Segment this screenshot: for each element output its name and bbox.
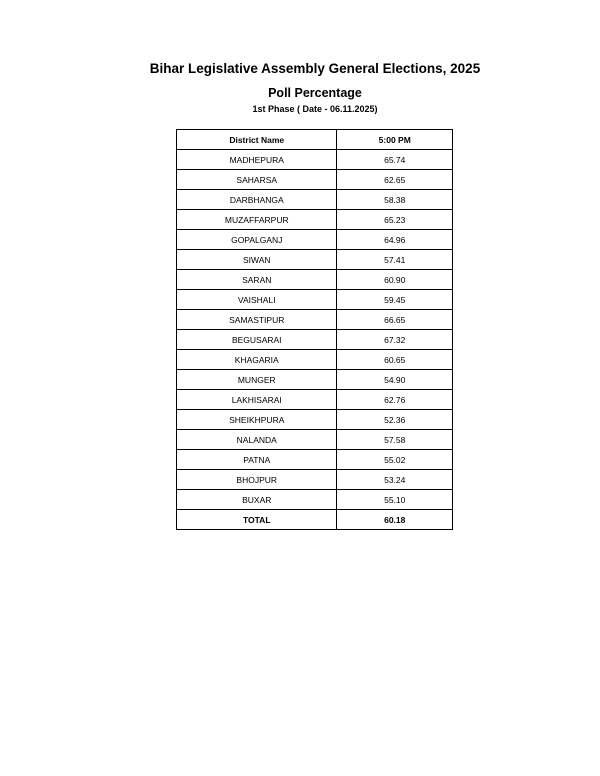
percentage-cell: 65.74 xyxy=(337,150,453,170)
district-cell: SHEIKHPURA xyxy=(177,410,337,430)
district-cell: SAMASTIPUR xyxy=(177,310,337,330)
district-cell: BEGUSARAI xyxy=(177,330,337,350)
table-row xyxy=(177,490,453,510)
district-cell: SARAN xyxy=(177,270,337,290)
district-cell: VAISHALI xyxy=(177,290,337,310)
table-row xyxy=(177,290,453,310)
percentage-cell: 67.32 xyxy=(337,330,453,350)
table-row xyxy=(177,250,453,270)
district-cell: SIWAN xyxy=(177,250,337,270)
district-cell: MADHEPURA xyxy=(177,150,337,170)
total-row xyxy=(177,510,453,530)
table-row xyxy=(177,230,453,250)
document-title: Bihar Legislative Assembly General Elections, 2025 xyxy=(149,61,481,76)
percentage-cell: 53.24 xyxy=(337,470,453,490)
table-row xyxy=(177,190,453,210)
table-row xyxy=(177,170,453,190)
percentage-cell: 62.76 xyxy=(337,390,453,410)
table-row xyxy=(177,270,453,290)
district-cell: DARBHANGA xyxy=(177,190,337,210)
table-row xyxy=(177,150,453,170)
total-value: 60.18 xyxy=(337,510,453,530)
percentage-cell: 64.96 xyxy=(337,230,453,250)
district-cell: SAHARSA xyxy=(177,170,337,190)
table-header-row xyxy=(177,130,453,150)
percentage-cell: 55.02 xyxy=(337,450,453,470)
table-row xyxy=(177,450,453,470)
percentage-cell: 62.65 xyxy=(337,170,453,190)
district-cell: PATNA xyxy=(177,450,337,470)
percentage-cell: 65.23 xyxy=(337,210,453,230)
district-cell: MUNGER xyxy=(177,370,337,390)
percentage-cell: 66.65 xyxy=(337,310,453,330)
poll-percentage-table xyxy=(176,129,453,530)
district-cell: NALANDA xyxy=(177,430,337,450)
percentage-cell: 52.36 xyxy=(337,410,453,430)
district-name-header: District Name xyxy=(177,130,337,150)
table-row xyxy=(177,210,453,230)
percentage-cell: 60.90 xyxy=(337,270,453,290)
table-row xyxy=(177,470,453,490)
table-row xyxy=(177,350,453,370)
table-row xyxy=(177,410,453,430)
percentage-cell: 55.10 xyxy=(337,490,453,510)
percentage-cell: 54.90 xyxy=(337,370,453,390)
total-label: TOTAL xyxy=(177,510,337,530)
district-cell: BUXAR xyxy=(177,490,337,510)
district-cell: LAKHISARAI xyxy=(177,390,337,410)
percentage-cell: 60.65 xyxy=(337,350,453,370)
time-5pm-header: 5:00 PM xyxy=(337,130,453,150)
district-cell: BHOJPUR xyxy=(177,470,337,490)
table-row xyxy=(177,370,453,390)
table-row xyxy=(177,330,453,350)
district-cell: MUZAFFARPUR xyxy=(177,210,337,230)
district-cell: KHAGARIA xyxy=(177,350,337,370)
table-row xyxy=(177,390,453,410)
percentage-cell: 57.41 xyxy=(337,250,453,270)
percentage-cell: 59.45 xyxy=(337,290,453,310)
phase-date-line: 1st Phase ( Date - 06.11.2025) xyxy=(252,104,378,114)
document-subtitle: Poll Percentage xyxy=(268,86,362,100)
district-cell: GOPALGANJ xyxy=(177,230,337,250)
table-row xyxy=(177,310,453,330)
table-row xyxy=(177,430,453,450)
percentage-cell: 58.38 xyxy=(337,190,453,210)
percentage-cell: 57.58 xyxy=(337,430,453,450)
